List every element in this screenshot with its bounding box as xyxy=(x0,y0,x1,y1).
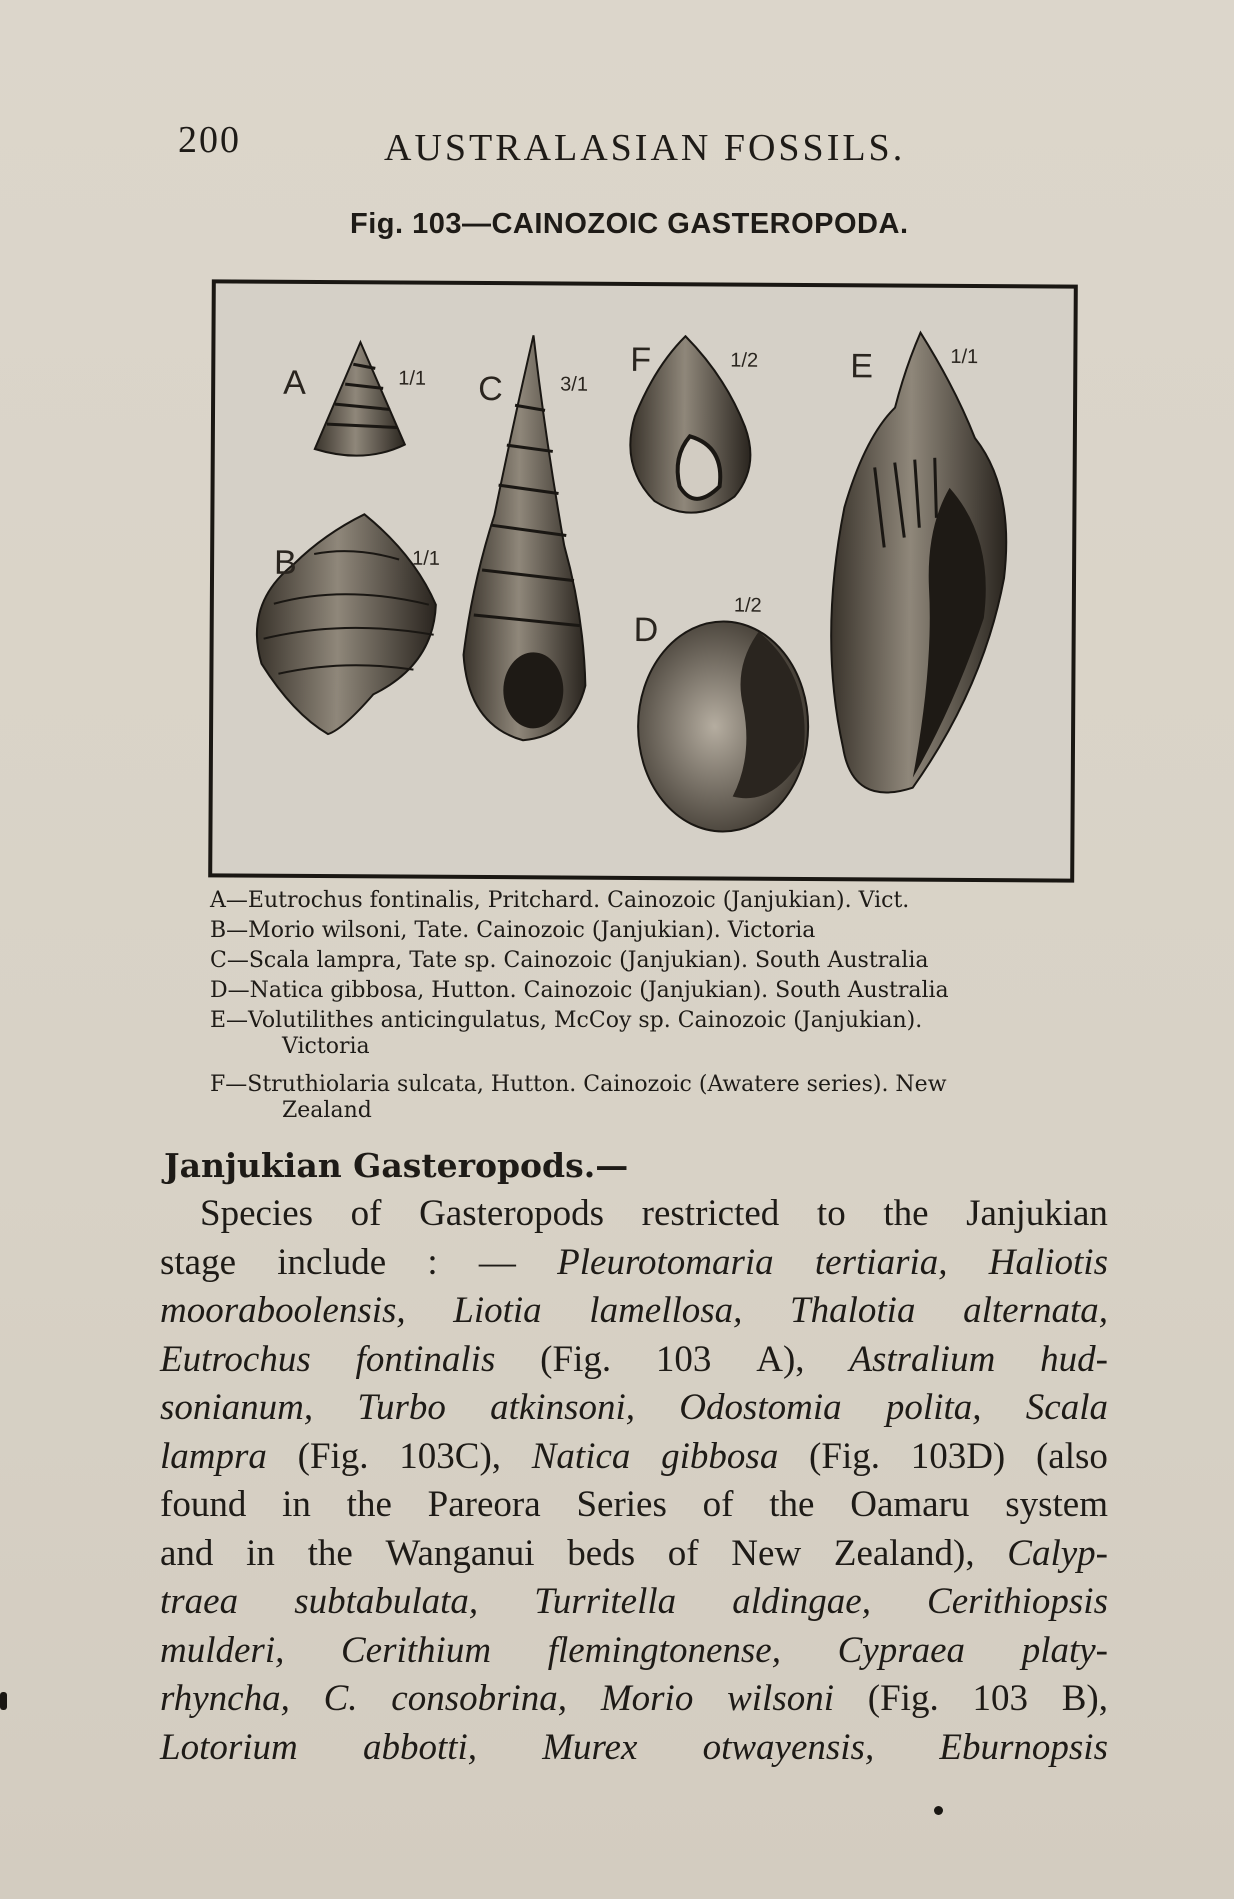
word: Cypraea xyxy=(837,1629,966,1671)
word: 103 xyxy=(972,1678,1028,1719)
text-line xyxy=(160,1481,1108,1530)
text-line xyxy=(160,1530,1108,1579)
word: to xyxy=(816,1193,846,1234)
word: system xyxy=(1005,1484,1108,1525)
word: the xyxy=(307,1532,353,1574)
text-line xyxy=(160,1190,1108,1239)
word: the xyxy=(346,1484,392,1525)
word: Astralium xyxy=(849,1338,996,1380)
word: Morio xyxy=(600,1678,694,1719)
section-heading: Janjukian Gasteropods.— xyxy=(164,1146,629,1185)
word: consobrina, xyxy=(391,1678,568,1719)
label-b: B xyxy=(273,543,297,582)
word: (Fig. xyxy=(867,1678,939,1719)
word: atkinsoni, xyxy=(490,1387,636,1428)
word: (Fig. xyxy=(540,1338,612,1380)
word: Cerithium xyxy=(341,1629,492,1671)
word: traea xyxy=(160,1581,239,1622)
word: Thalotia xyxy=(790,1290,916,1331)
word: Zealand), xyxy=(833,1532,975,1574)
word: Gasteropods xyxy=(419,1193,605,1234)
word: of xyxy=(667,1532,699,1574)
word: Natica xyxy=(531,1435,631,1477)
word: mooraboolensis, xyxy=(160,1290,406,1331)
word: of xyxy=(350,1193,382,1234)
text-line xyxy=(160,1433,1108,1482)
word: Wanganui xyxy=(385,1532,535,1574)
word: include xyxy=(277,1241,387,1283)
word: Scala xyxy=(1025,1387,1108,1428)
word: abbotti, xyxy=(362,1726,478,1768)
text-line xyxy=(160,1675,1108,1724)
word: New xyxy=(731,1532,802,1574)
figure-caption: Fig. 103—CAINOZOIC GASTEROPODA. xyxy=(350,208,909,240)
legend-item: D—Natica gibbosa, Hutton. Cainozoic (Janjukian). South Australia xyxy=(210,978,949,1003)
word: — xyxy=(478,1241,516,1283)
word: wilsoni xyxy=(727,1678,834,1719)
word: found xyxy=(160,1484,247,1525)
word: stage xyxy=(160,1241,237,1283)
word: the xyxy=(883,1193,929,1234)
word: platy- xyxy=(1021,1629,1108,1671)
label-d: D xyxy=(633,610,659,650)
word: (Fig. xyxy=(809,1435,880,1477)
word: C. xyxy=(323,1678,358,1719)
shell-a xyxy=(283,342,427,456)
word: (Fig. xyxy=(297,1435,369,1477)
body-paragraph xyxy=(160,1190,1108,1772)
legend-item-continued: Victoria xyxy=(282,1034,370,1059)
shell-d xyxy=(632,594,808,832)
word: Liotia xyxy=(453,1290,542,1331)
legend-item: E—Volutilithes anticingulatus, McCoy sp. Cainozoic (Janjukian). xyxy=(210,1008,923,1033)
label-a: A xyxy=(283,363,307,402)
word: : xyxy=(427,1241,438,1283)
print-speck xyxy=(0,1692,7,1710)
legend-item: C—Scala lampra, Tate sp. Cainozoic (Janjukian). South Australia xyxy=(210,948,929,973)
running-title: AUSTRALASIAN FOSSILS. xyxy=(384,127,906,169)
word: Eutrochus xyxy=(160,1338,311,1380)
word: alternata, xyxy=(963,1290,1108,1331)
scale-d: 1/2 xyxy=(733,594,762,617)
label-e: E xyxy=(850,347,874,386)
word: otwayensis, xyxy=(702,1726,875,1768)
word: A), xyxy=(756,1338,805,1380)
word: the xyxy=(769,1484,815,1525)
word: Pleurotomaria xyxy=(557,1241,774,1283)
fossil-illustration xyxy=(212,283,1074,878)
word: lamellosa, xyxy=(589,1290,743,1331)
scale-e: 1/1 xyxy=(950,345,979,369)
text-line xyxy=(160,1724,1108,1773)
word: restricted xyxy=(641,1193,780,1234)
label-c: C xyxy=(478,369,503,409)
text-line xyxy=(160,1578,1108,1627)
text-line xyxy=(160,1336,1108,1385)
word: 103 xyxy=(655,1338,712,1380)
text-line xyxy=(160,1627,1108,1676)
word: Eburnopsis xyxy=(939,1726,1108,1768)
word: Calyp- xyxy=(1007,1532,1108,1574)
word: 103D) xyxy=(910,1435,1006,1477)
scale-b: 1/1 xyxy=(412,547,441,570)
word: Turritella xyxy=(534,1581,677,1622)
word: tertiaria, xyxy=(814,1241,948,1283)
word: and xyxy=(160,1532,214,1574)
word: aldingae, xyxy=(732,1581,871,1622)
scale-f: 1/2 xyxy=(730,349,759,372)
legend-item: A—Eutrochus fontinalis, Pritchard. Cainozoic (Janjukian). Vict. xyxy=(210,888,910,913)
word: in xyxy=(282,1484,311,1525)
text-line xyxy=(160,1239,1108,1288)
word: Series xyxy=(576,1484,667,1525)
word: Murex xyxy=(542,1726,638,1768)
word: flemingtonense, xyxy=(547,1629,781,1671)
word: Pareora xyxy=(427,1484,541,1525)
scale-c: 3/1 xyxy=(560,373,589,396)
word: Haliotis xyxy=(988,1241,1108,1283)
word: Oamaru xyxy=(850,1484,970,1525)
word: subtabulata, xyxy=(294,1581,479,1622)
word: B), xyxy=(1061,1678,1108,1719)
word: fontinalis xyxy=(355,1338,496,1380)
word: Species xyxy=(200,1193,314,1234)
word: Turbo xyxy=(357,1387,446,1428)
legend-item: B—Morio wilsoni, Tate. Cainozoic (Janjukian). Victoria xyxy=(210,918,816,943)
label-f: F xyxy=(630,340,652,380)
word: of xyxy=(702,1484,734,1525)
scale-a: 1/1 xyxy=(398,367,427,390)
word: rhyncha, xyxy=(160,1678,290,1719)
word: lampra xyxy=(160,1435,267,1477)
page-number: 200 xyxy=(178,119,241,161)
word: mulderi, xyxy=(160,1629,285,1671)
text-line xyxy=(160,1287,1108,1336)
word: (also xyxy=(1035,1435,1108,1477)
print-speck xyxy=(934,1806,943,1815)
shell-c xyxy=(463,335,588,741)
word: hud- xyxy=(1040,1338,1108,1380)
text-line xyxy=(160,1384,1108,1433)
word: Cerithiopsis xyxy=(927,1581,1108,1622)
legend-item-continued: Zealand xyxy=(282,1098,372,1123)
word: 103C), xyxy=(399,1435,502,1477)
word: beds xyxy=(567,1532,636,1574)
shell-f xyxy=(629,336,758,513)
word: polita, xyxy=(885,1387,982,1428)
word: in xyxy=(246,1532,275,1574)
figure-legend xyxy=(210,886,1070,1122)
shell-e xyxy=(830,332,1007,793)
word: Lotorium xyxy=(160,1726,298,1768)
word: Odostomia xyxy=(679,1387,842,1428)
word: gibbosa xyxy=(661,1435,779,1477)
fossil-plate xyxy=(208,279,1078,882)
legend-item: F—Struthiolaria sulcata, Hutton. Cainozoic (Awatere series). New xyxy=(210,1072,947,1097)
word: sonianum, xyxy=(160,1387,314,1428)
shell-b xyxy=(256,514,440,735)
word: Janjukian xyxy=(966,1193,1108,1234)
